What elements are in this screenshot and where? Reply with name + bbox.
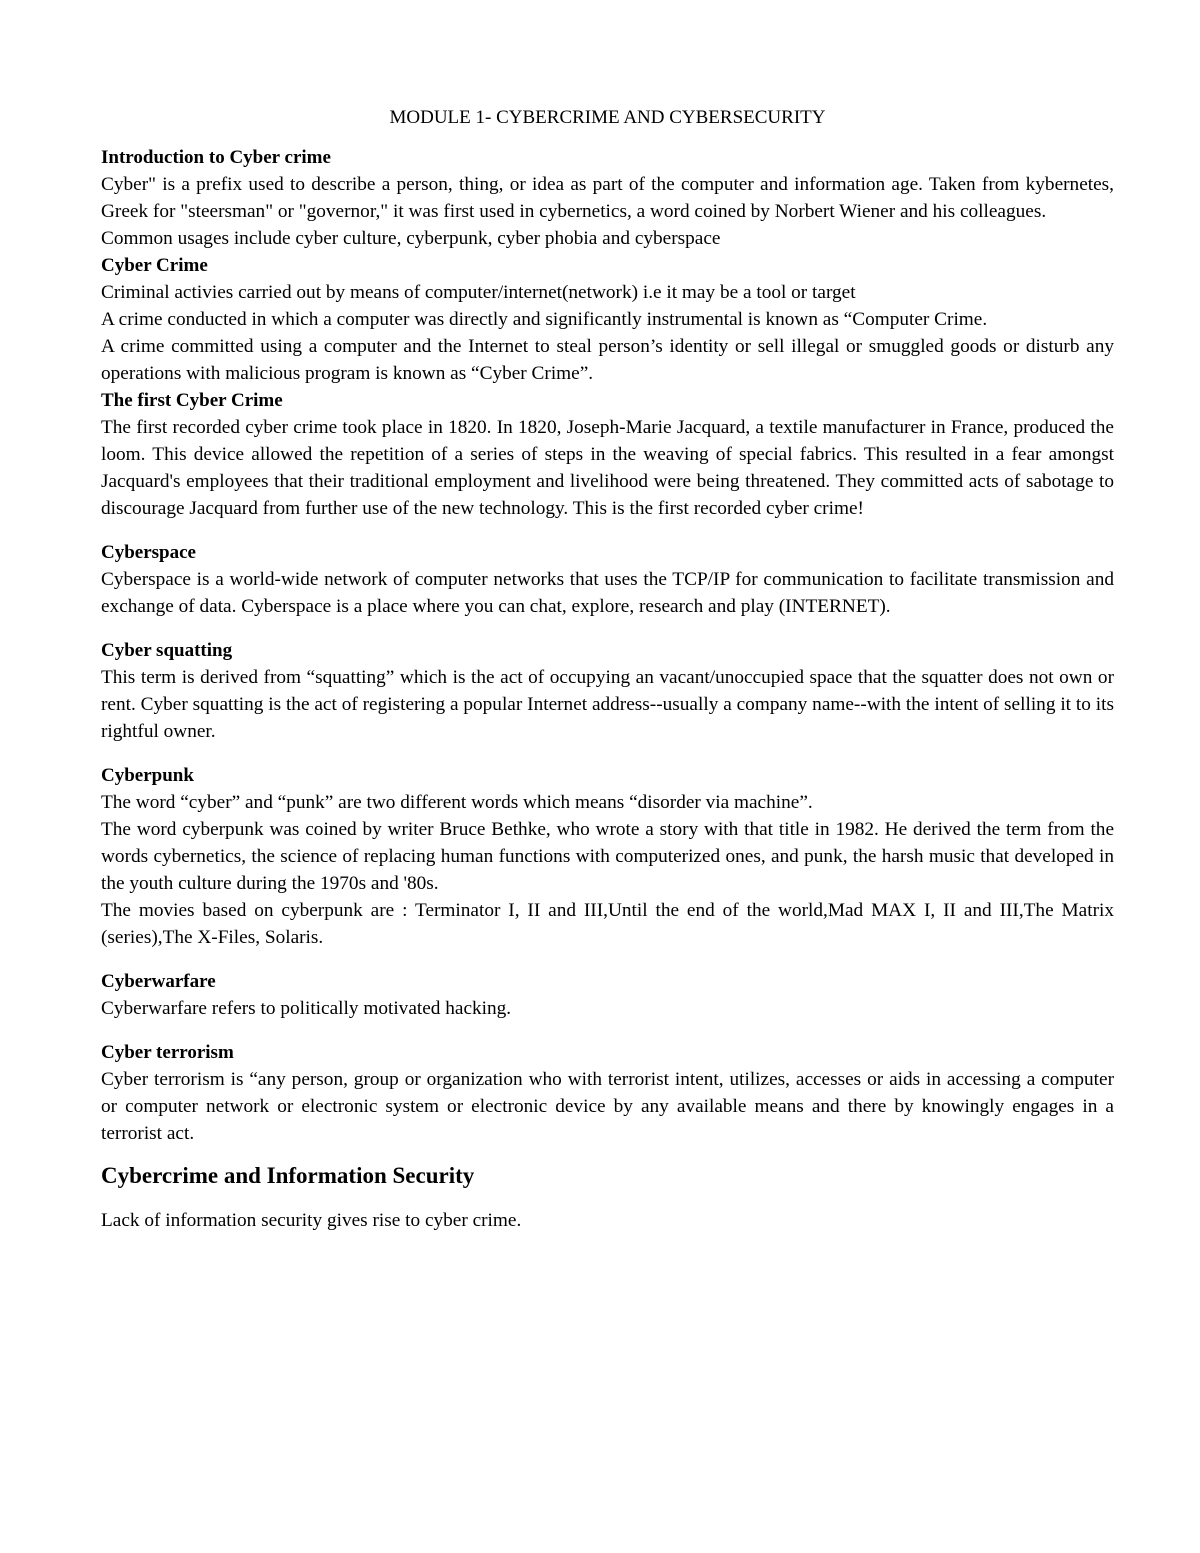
heading-cyberspace: Cyberspace [101, 542, 196, 563]
heading-cyber-squatting: Cyber squatting [101, 640, 233, 661]
spacer [101, 1022, 1114, 1039]
spacer [101, 745, 1114, 762]
document-title: MODULE 1- CYBERCRIME AND CYBERSECURITY [389, 107, 826, 128]
heading-cybercrime-information-security: Cybercrime and Information Security [101, 1163, 475, 1188]
heading-cyberwarfare: Cyberwarfare [101, 971, 216, 992]
spacer [101, 620, 1114, 637]
spacer [101, 951, 1114, 968]
cyber-crime-paragraph-1: Criminal activies carried out by means of computer/internet(network) i.e it may be a tool or target [101, 282, 856, 303]
intro-paragraph-2: Common usages include cyber culture, cyberpunk, cyber phobia and cyberspace [101, 228, 721, 249]
heading-first-cyber-crime: The first Cyber Crime [101, 390, 283, 411]
heading-cyber-crime: Cyber Crime [101, 255, 208, 276]
heading-cyber-terrorism: Cyber terrorism [101, 1042, 234, 1063]
heading-intro: Introduction to Cyber crime [101, 147, 331, 168]
cyber-terrorism-paragraph: Cyber terrorism is “any person, group or organization who with terrorist intent, utilizes, accesses or aids in accessing a computer or computer network or electronic system or electronic device by any available means and there by knowingly engages in a terrorist act. [101, 1069, 1114, 1144]
cyberpunk-paragraph-3: The movies based on cyberpunk are : Terminator I, II and III,Until the end of the world,Mad MAX I, II and III,The Matrix (series),The X-Files, Solaris. [101, 900, 1114, 948]
infosec-paragraph: Lack of information security gives rise to cyber crime. [101, 1210, 522, 1231]
cyber-crime-paragraph-2: A crime conducted in which a computer was directly and significantly instrumental is known as “Computer Crime. [101, 309, 988, 330]
spacer [101, 522, 1114, 539]
document-page [101, 106, 1114, 1234]
first-cyber-crime-paragraph: The first recorded cyber crime took place in 1820. In 1820, Joseph-Marie Jacquard, a textile manufacturer in France, produced the loom. This device allowed the repetition of a series of steps in the weaving of special fabrics. This resulted in a fear amongst Jacquard's employees that their traditional employment and livelihood were being threatened. They committed acts of sabotage to discourage Jacquard from further use of the new technology. This is the first recorded cyber crime! [101, 417, 1114, 519]
cyberspace-paragraph: Cyberspace is a world-wide network of computer networks that uses the TCP/IP for communication to facilitate transmission and exchange of data. Cyberspace is a place where you can chat, explore, research and play (INTERNET). [101, 569, 1114, 617]
cyberpunk-paragraph-1: The word “cyber” and “punk” are two different words which means “disorder via machine”. [101, 792, 813, 813]
cyberwarfare-paragraph: Cyberwarfare refers to politically motivated hacking. [101, 998, 512, 1019]
intro-paragraph-1: Cyber" is a prefix used to describe a person, thing, or idea as part of the computer and information age. Taken from kybernetes, Greek for "steersman" or "governor," it was first used in cybernetics, a word coined by Norbert Wiener and his colleagues. [101, 174, 1114, 222]
cyber-crime-paragraph-3: A crime committed using a computer and the Internet to steal person’s identity or sell illegal or smuggled goods or disturb any operations with malicious program is known as “Cyber Crime”. [101, 336, 1114, 384]
cyberpunk-paragraph-2: The word cyberpunk was coined by writer Bruce Bethke, who wrote a story with that title in 1982. He derived the term from the words cybernetics, the science of replacing human functions with computerized ones, and punk, the harsh music that developed in the youth culture during the 1970s and '80s. [101, 819, 1114, 894]
cyber-squatting-paragraph: This term is derived from “squatting” which is the act of occupying an vacant/unoccupied space that the squatter does not own or rent. Cyber squatting is the act of registering a popular Internet address--usually a company name--with the intent of selling it to its rightful owner. [101, 667, 1114, 742]
heading-cyberpunk: Cyberpunk [101, 765, 194, 786]
